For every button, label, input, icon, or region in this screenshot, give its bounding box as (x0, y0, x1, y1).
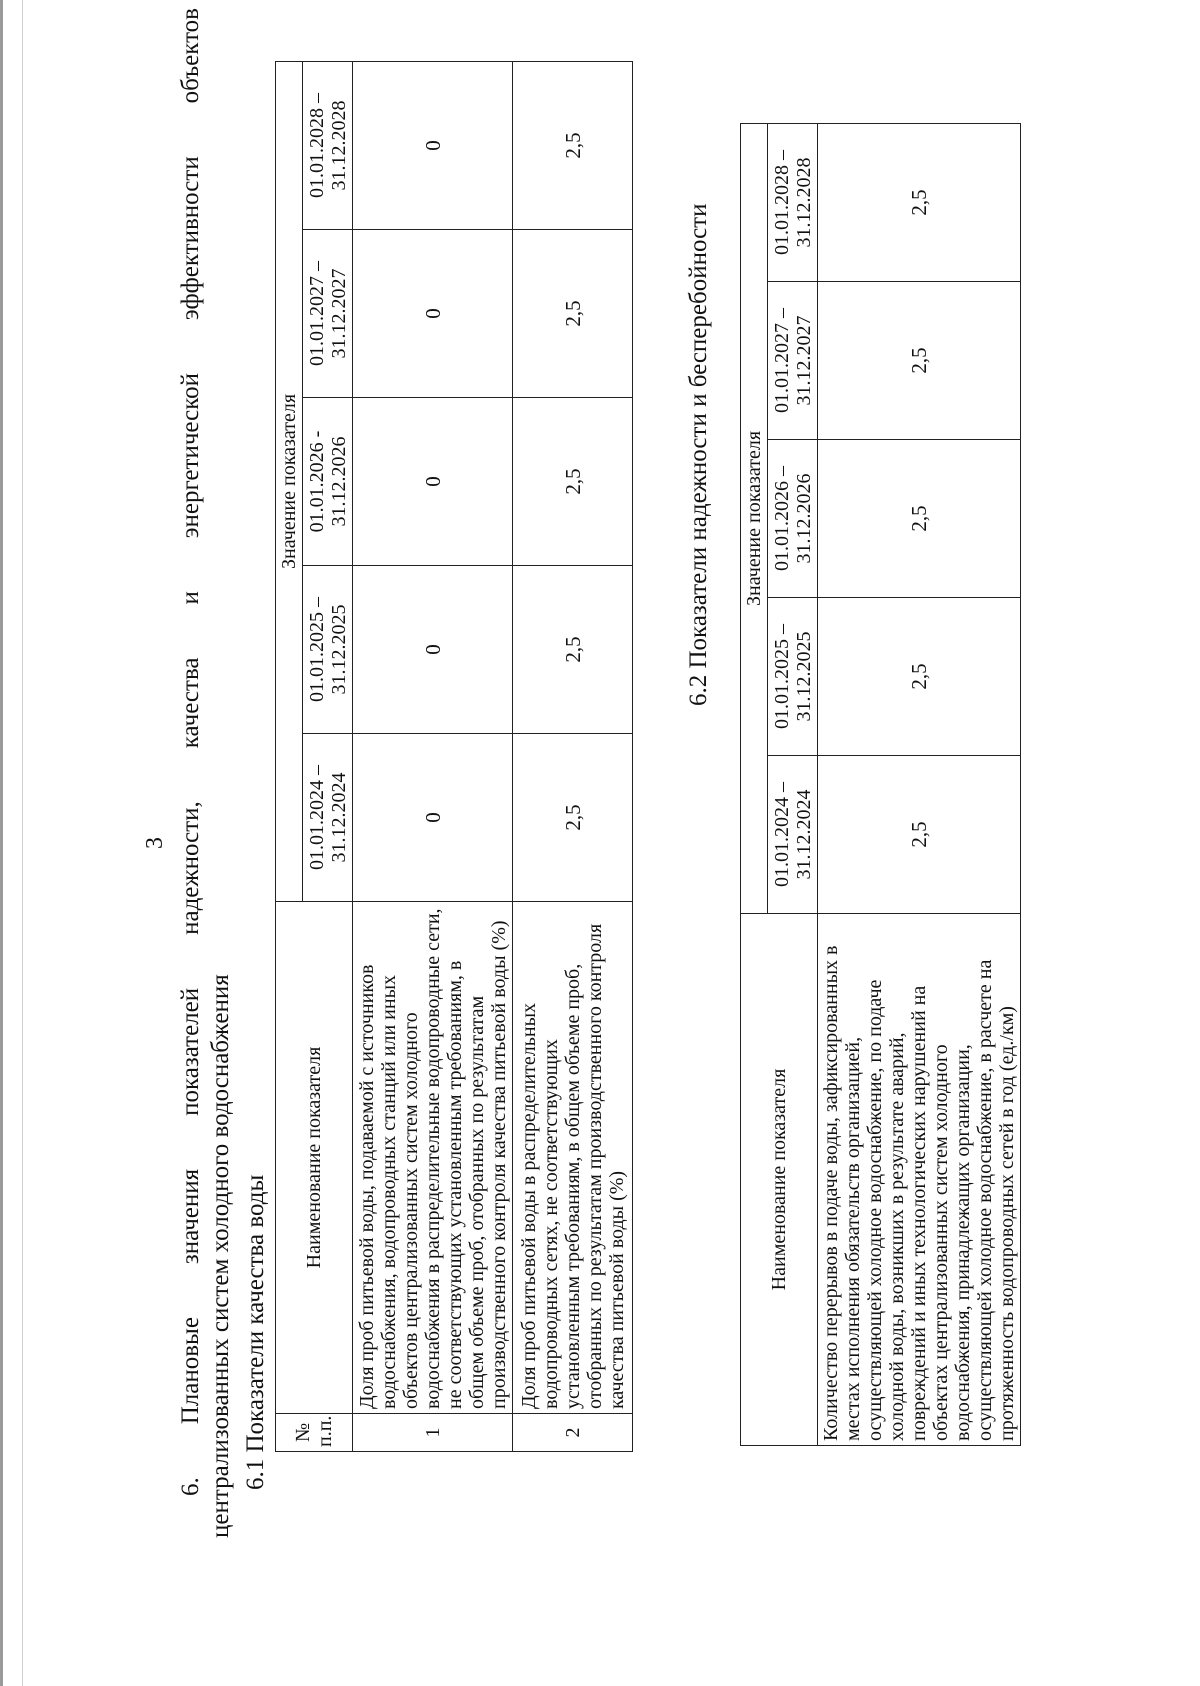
header-period: 01.01.2024 – 31.12.2024 (768, 756, 818, 914)
row-value: 2,5 (513, 734, 633, 902)
header-name: Наименование показателя (741, 914, 818, 1446)
row-num: 1 (353, 1414, 513, 1452)
row-value: 0 (353, 61, 513, 229)
row-name: Количество перерывов в подаче воды, зафиксированных в местах исполнения обязательств организацией, осуществляющей холодное водоснабжение, по подаче холодной воды, возникших в результате аварий, повреждений и иных технологических нарушений на объектах централизованных систем холодного водоснабжения, принадлежащих организации, осуществляющей холодное водоснабжение, в расчете на протяженность водопроводных сетей в год (ед./км) (818, 914, 1021, 1446)
row-name: Доля проб питьевой воды в распределительных водопроводных сетях, не соответствующих установленным требованиям, в общем объеме проб, отобранных по результатам производственного контроля качества питьевой воды (%) (513, 902, 633, 1414)
row-value: 2,5 (513, 61, 633, 229)
row-value: 0 (353, 566, 513, 734)
heading-line-2: централизованных систем холодного водоснабжения (207, 974, 234, 1538)
row-value: 0 (353, 398, 513, 566)
row-value: 2,5 (513, 398, 633, 566)
header-period: 01.01.2028 – 31.12.2028 (303, 61, 353, 229)
header-period: 01.01.2024 – 31.12.2024 (303, 734, 353, 902)
row-num: 2 (513, 1414, 633, 1452)
header-period: 01.01.2025 – 31.12.2025 (303, 566, 353, 734)
table-row (513, 61, 633, 1451)
section-2-title: 6.2 Показатели надежности и бесперебойности (685, 203, 712, 706)
row-value: 2,5 (818, 440, 1021, 598)
header-period: 01.01.2027 – 31.12.2027 (303, 230, 353, 398)
page-number: 3 (142, 837, 168, 849)
header-period: 01.01.2026 - 31.12.2026 (303, 398, 353, 566)
table-row (818, 123, 1021, 1445)
table-row (353, 61, 513, 1451)
document-heading (176, 8, 236, 1538)
header-period: 01.01.2025 – 31.12.2025 (768, 598, 818, 756)
row-name: Доля проб питьевой воды, подаваемой с источников водоснабжения, водопроводных станций или иных объектов централизованных систем холодного водоснабжения в распределительные водопроводные сети, не соответствующих установленным требованиям, в общем объеме проб, отобранных по результатам производственного контроля качества питьевой воды (%) (353, 902, 513, 1414)
row-value: 2,5 (513, 230, 633, 398)
header-value: Значение показателя (276, 61, 303, 901)
row-value: 2,5 (818, 123, 1021, 281)
header-period: 01.01.2026 – 31.12.2026 (768, 440, 818, 598)
heading-line-1: 6. Плановые значения показателей надежности, качества и энергетической эффективности объектов (177, 8, 204, 1496)
row-value: 2,5 (818, 282, 1021, 440)
water-quality-table (275, 61, 633, 1452)
row-value: 2,5 (818, 598, 1021, 756)
header-value: Значение показателя (741, 123, 768, 913)
header-period: 01.01.2028 – 31.12.2028 (768, 123, 818, 281)
header-name: Наименование показателя (276, 902, 353, 1414)
row-value: 2,5 (818, 756, 1021, 914)
row-value: 0 (353, 734, 513, 902)
row-value: 2,5 (513, 566, 633, 734)
section-1-title: 6.1 Показатели качества воды (242, 1174, 269, 1490)
header-period: 01.01.2027 – 31.12.2027 (768, 282, 818, 440)
header-num: № п.п. (276, 1414, 353, 1452)
reliability-table (740, 123, 1021, 1446)
row-value: 0 (353, 230, 513, 398)
